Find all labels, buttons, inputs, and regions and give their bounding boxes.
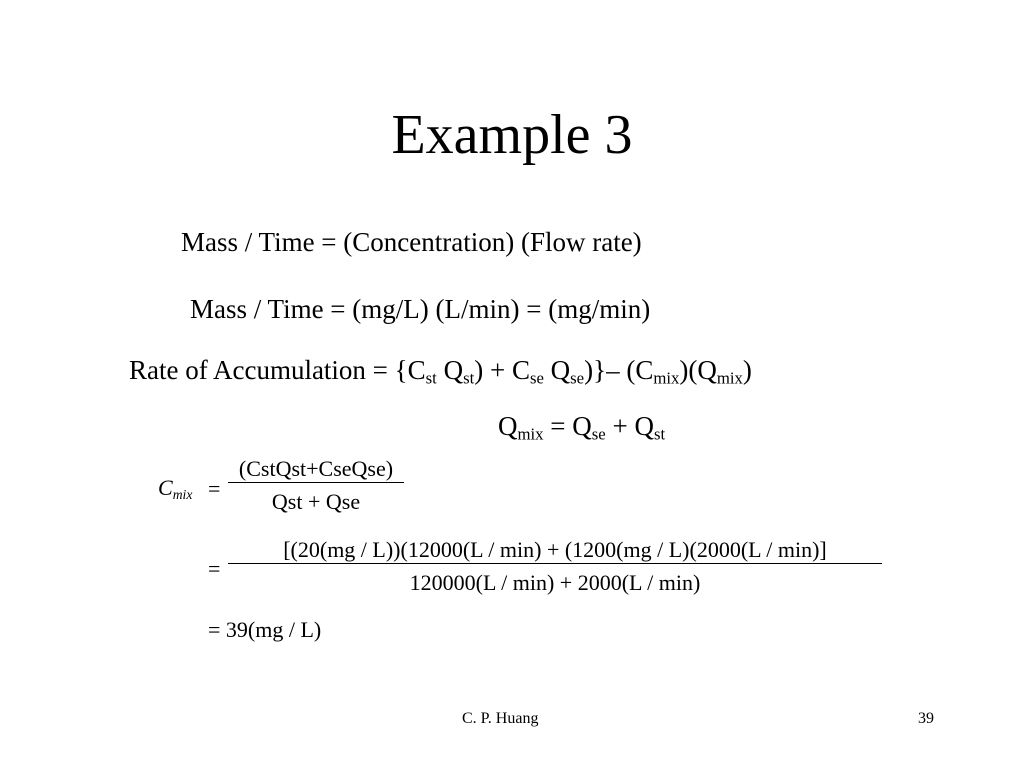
accumulation-sub: mix <box>716 368 743 388</box>
equals-sign-2: = <box>208 556 221 581</box>
qmix-text: + Q <box>605 411 654 441</box>
accumulation-sub: mix <box>653 368 680 388</box>
qmix-definition-line <box>498 410 665 442</box>
fraction-bar <box>228 563 882 564</box>
footer-author: C. P. Huang <box>462 710 539 727</box>
fraction-bar <box>228 482 404 483</box>
equals-sign-1: = <box>208 476 221 501</box>
accumulation-text: )(Q <box>679 355 717 385</box>
cmix-denominator: Qst + Qse <box>271 489 361 514</box>
qmix-sub: mix <box>517 424 544 444</box>
mass-time-concentration-line: Mass / Time = (Concentration) (Flow rate) <box>181 227 642 257</box>
cmix-symbol: C <box>158 475 173 500</box>
accumulation-sub: se <box>570 368 585 388</box>
accumulation-text: )}– (C <box>584 355 654 385</box>
numeric-fraction <box>228 537 882 596</box>
cmix-lhs <box>158 475 192 501</box>
cmix-numerator: (CstQst+CseQse) <box>238 456 394 481</box>
accumulation-text: ) <box>742 355 752 385</box>
qmix-sub: se <box>591 424 606 444</box>
numeric-numerator: [(20(mg / L))(12000(L / min) + (1200(mg / L)(2000(L / min)] <box>283 537 827 562</box>
qmix-text: Q <box>498 411 518 441</box>
rate-of-accumulation-line <box>129 354 752 386</box>
result-line: = 39(mg / L) <box>208 617 322 642</box>
numeric-denominator: 120000(L / min) + 2000(L / min) <box>409 570 701 595</box>
page-number: 39 <box>918 710 934 727</box>
mass-time-units-line: Mass / Time = (mg/L) (L/min) = (mg/min) <box>190 294 651 324</box>
accumulation-text: Rate of Accumulation = {C <box>129 355 426 385</box>
accumulation-sub: se <box>529 368 544 388</box>
qmix-text: = Q <box>543 411 592 441</box>
cmix-fraction <box>228 456 404 515</box>
accumulation-text: Q <box>436 355 464 385</box>
slide-title: Example 3 <box>391 104 633 166</box>
qmix-sub: st <box>653 424 666 444</box>
cmix-subscript: mix <box>172 486 193 502</box>
accumulation-sub: st <box>463 368 475 388</box>
accumulation-text: Q <box>543 355 571 385</box>
accumulation-text: ) + C <box>474 355 530 385</box>
accumulation-sub: st <box>425 368 437 388</box>
